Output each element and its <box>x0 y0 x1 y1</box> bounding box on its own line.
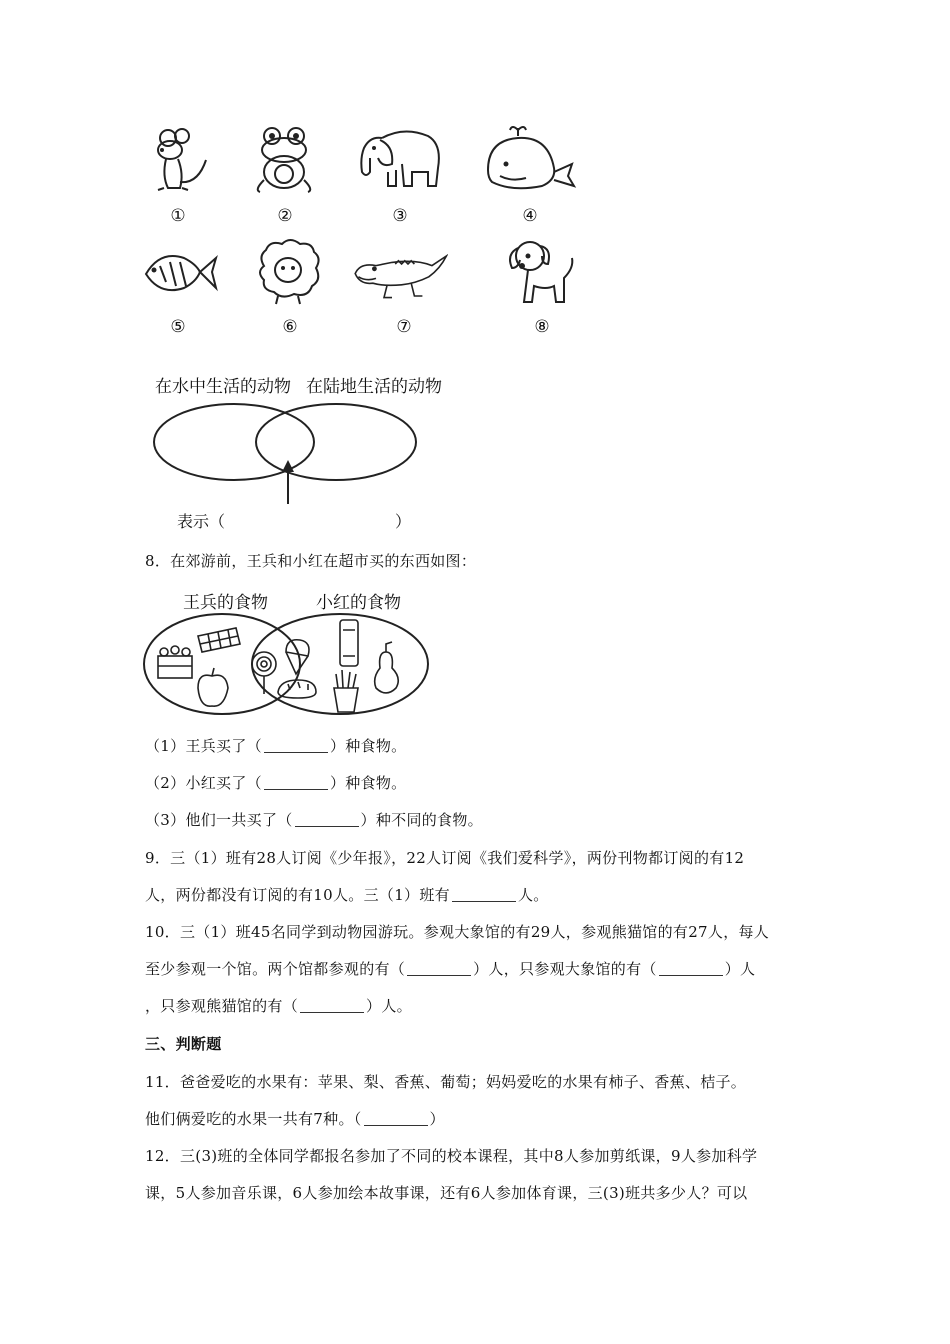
q8-sub2-blank[interactable] <box>264 775 328 790</box>
animal-number-2: ② <box>277 206 293 226</box>
q10-line2-b: ）人，只参观大象馆的有（ <box>473 960 657 978</box>
animal-number-7: ⑦ <box>396 317 412 337</box>
q8-left-label: 王兵的食物 <box>183 593 268 613</box>
q10-line3-b: ）人。 <box>366 997 412 1015</box>
q8-sub3-post: ）种不同的食物。 <box>360 811 483 829</box>
animal-number-1: ① <box>170 206 186 226</box>
q10-line2-c: ）人 <box>724 960 756 978</box>
q8-sub2-pre: （2）小红买了（ <box>145 774 262 792</box>
q10-blank-panda-only[interactable] <box>300 998 364 1013</box>
whale-icon <box>482 124 578 196</box>
q12-line1: 12．三(3)班的全体同学都报名参加了不同的校本课程，其中8人参加剪纸课，9人参加科学 <box>145 1147 758 1165</box>
q10-line2 <box>145 958 755 979</box>
q8-sub1-blank[interactable] <box>264 738 328 753</box>
chocolate-icon <box>198 628 240 652</box>
q8-sub3-blank[interactable] <box>295 812 359 827</box>
q9-blank[interactable] <box>452 887 516 902</box>
venn1-caption-open: 表示（ <box>177 512 226 531</box>
q11-line2-post: ） <box>429 1110 445 1128</box>
q8-sub2-post: ）种食物。 <box>329 774 407 792</box>
dog-icon <box>498 236 594 308</box>
animal-number-8: ⑧ <box>534 317 550 337</box>
q11-line1: 11．爸爸爱吃的水果有：苹果、梨、香蕉、葡萄；妈妈爱吃的水果有柿子、香蕉、桔子。 <box>145 1073 747 1091</box>
venn-diagram-animals <box>150 402 430 506</box>
q11-line2 <box>145 1108 445 1129</box>
ice-cream-icon <box>286 640 309 674</box>
q10-blank-elephant-only[interactable] <box>659 961 723 976</box>
q10-line3 <box>145 995 412 1016</box>
venn1-caption <box>177 509 411 532</box>
pear-icon <box>375 642 399 693</box>
q8-sub3-pre: （3）他们一共买了（ <box>145 811 293 829</box>
q9-line1: 9．三（1）班有28人订阅《少年报》，22人订阅《我们爱科学》，两份刊物都订阅的有12 <box>145 849 745 867</box>
venn1-left-label: 在水中生活的动物 <box>155 377 291 397</box>
q8-sub1-pre: （1）王兵买了（ <box>145 737 262 755</box>
q10-blank-both[interactable] <box>407 961 471 976</box>
animal-number-3: ③ <box>392 206 408 226</box>
frog-icon <box>240 124 336 196</box>
q8-right-label: 小红的食物 <box>316 593 401 613</box>
q8-sub1-post: ）种食物。 <box>329 737 407 755</box>
mouse-icon <box>140 124 236 196</box>
animal-number-6: ⑥ <box>282 317 298 337</box>
q8-sub2 <box>145 772 406 793</box>
cake-icon <box>158 646 192 678</box>
q11-blank[interactable] <box>364 1111 428 1126</box>
q10-line2-a: 至少参观一个馆。两个馆都参观的有（ <box>145 960 406 978</box>
crocodile-icon <box>352 244 448 316</box>
animal-number-4: ④ <box>522 206 538 226</box>
fries-icon <box>334 670 358 712</box>
sheep-icon <box>250 236 346 308</box>
q12-line2: 课，5人参加音乐课，6人参加绘本故事课，还有6人参加体育课，三(3)班共多少人？可以 <box>145 1184 748 1202</box>
venn1-caption-close: ） <box>395 512 412 531</box>
q11-line2-pre: 他们俩爱吃的水果一共有7种。（ <box>145 1110 362 1128</box>
section-3-heading: 三、判断题 <box>145 1035 222 1053</box>
lollipop-icon <box>252 652 276 694</box>
fish-icon <box>140 236 236 308</box>
q9-line2 <box>145 884 549 905</box>
q10-line1: 10．三（1）班45名同学到动物园游玩。参观大象馆的有29人，参观熊猫馆的有27人，每人 <box>145 923 770 941</box>
venn-diagram-food <box>140 612 436 722</box>
venn1-land-circle <box>256 404 416 480</box>
q10-line3-a: ，只参观熊猫馆的有（ <box>145 997 299 1015</box>
q9-line2-pre: 人，两份都没有订阅的有10人。三（1）班有 <box>145 886 450 904</box>
q9-line2-post: 人。 <box>517 886 549 904</box>
q8-sub1 <box>145 735 406 756</box>
q8-sub3 <box>145 809 483 830</box>
animal-number-5: ⑤ <box>170 317 186 337</box>
q8-intro: 8．在郊游前，王兵和小红在超市买的东西如图： <box>145 552 477 570</box>
elephant-icon <box>352 124 448 196</box>
apple-icon <box>198 668 228 706</box>
drink-can-icon <box>340 620 358 666</box>
venn1-right-label: 在陆地生活的动物 <box>306 377 442 397</box>
